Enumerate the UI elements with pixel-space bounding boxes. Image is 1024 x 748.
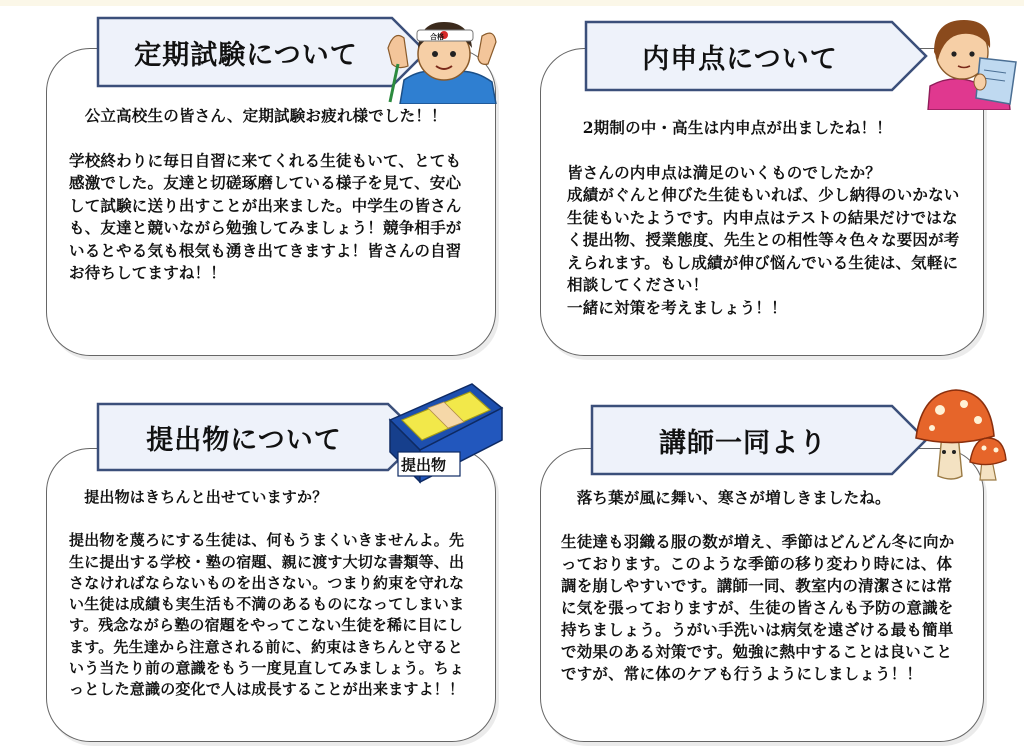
- exam-body: [69, 105, 473, 285]
- submission-paragraph-1: 提出物はきちんと出せていますか？: [69, 488, 328, 506]
- top-strip: [0, 0, 1024, 6]
- reading-student-icon: [922, 12, 1022, 110]
- staff-title-banner: [590, 404, 930, 476]
- naishin-title-banner: [584, 20, 930, 92]
- mushroom-icon: [912, 386, 1020, 482]
- submission-tray-icon: [386, 378, 504, 488]
- submission-title-banner: [96, 402, 426, 472]
- headband-student-icon: [384, 8, 502, 104]
- staff-paragraph-2: 生徒達も羽織る服の数が増え、季節はどんどん冬に向かっております。このような季節の移り変わり時には、体調を崩しやすいです。講師一同、教室内の清潔さには常に気を張っておりますが、生徒の皆さんも予防の意識を持ちましょう。うがい手洗いは病気を遠ざける最も簡単で効果のある対策です。勉強に熱中することは良いことですが、常に体のケアも行うようにしましょう！！: [561, 532, 955, 683]
- naishin-body: [567, 117, 971, 319]
- staff-panel: [540, 448, 984, 742]
- submission-panel: [46, 448, 496, 742]
- staff-paragraph-1: 落ち葉が風に舞い、寒さが増しきましたね。: [561, 488, 891, 507]
- exam-title-banner: [96, 16, 430, 88]
- submission-paragraph-2: 提出物を蔑ろにする生徒は、何もうまくいきませんよ。先生に提出する学校・塾の宿題、親に渡す大切な書類等、出さなければならないものを出さない。つまり約束を守れない生徒は成績も実生活も不満のあるものになってしまいます。残念ながら塾の宿題をやってこない生徒を稀に目にします。先生達から注意される前に、約束はきちんと守るという当たり前の意識をもう一度見直してみましょう。ちょっとした意識の変化で人は成長することが出来ますよ！！: [69, 531, 465, 699]
- submission-body: [69, 487, 477, 701]
- tray-label: 提出物: [401, 456, 447, 474]
- staff-body: [561, 487, 965, 685]
- naishin-paragraph-1: 2期制の中・高生は内申点が出ましたね！！: [567, 118, 892, 137]
- naishin-paragraph-2: 皆さんの内申点は満足のいくものでしたか？ 成績がぐんと伸びた生徒もいれば、少し納得のいかない生徒もいたようです。内申点はテストの結果だけではなく提出物、授業態度、先生との相性等々色々な要因が考えられます。もし成績が伸び悩んでいる生徒は、気軽に相談してください！ 一緒に対策を考えましょう！！: [567, 162, 960, 317]
- staff-title: 講師一同より: [659, 427, 827, 459]
- exam-paragraph-1: 公立高校生の皆さん、定期試験お疲れ様でした！！: [69, 106, 447, 125]
- exam-paragraph-2: 学校終わりに毎日自習に来てくれる生徒もいて、とても感激でした。友達と切磋琢磨している様子を見て、安心して試験に送り出すことが出来ました。中学生の皆さんも、友達と競いながら勉強してみましょう！競争相手がいるとやる気も根気も湧き出てきますよ！皆さんの自習お待ちしてますね！！: [69, 150, 462, 282]
- naishin-title: 内申点について: [642, 43, 838, 75]
- naishin-panel: [540, 48, 984, 356]
- headband-text: 合格: [430, 33, 444, 41]
- submission-title: 提出物について: [146, 424, 342, 456]
- exam-title: 定期試験について: [134, 39, 358, 71]
